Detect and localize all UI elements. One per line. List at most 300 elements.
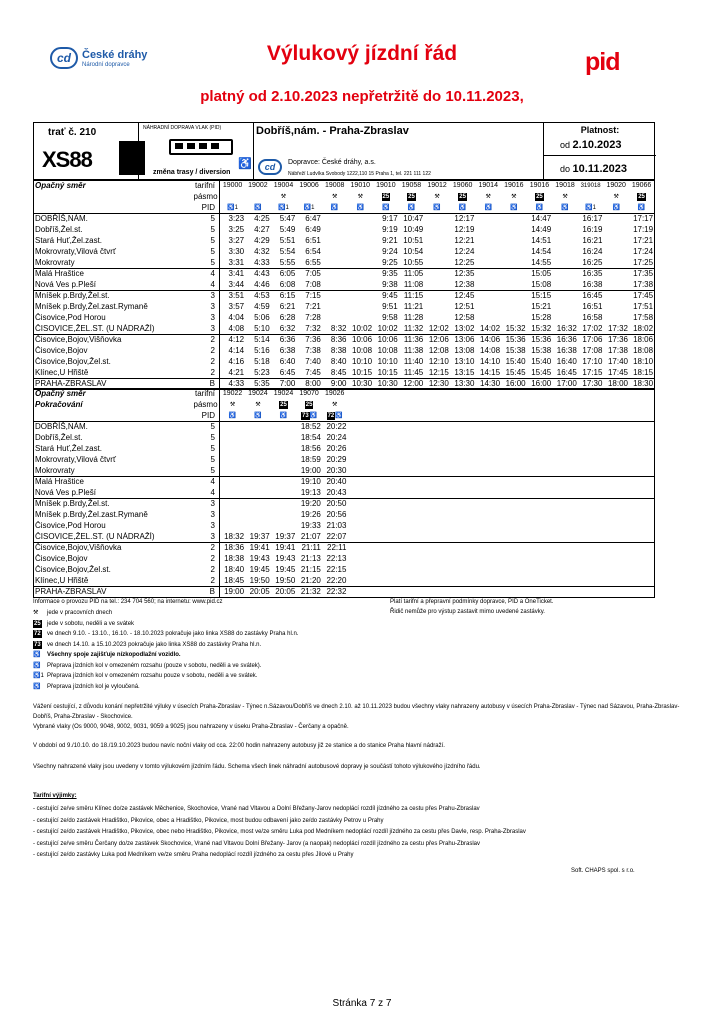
schema-paragraph: Všechny nahrazené vlaky jsou uvedeny v tomto výlukovém jízdním řádu. Schema všech linek náhradní autobusové dopravy je součástí tohoto výlukového jízdního řádu. [33,764,481,770]
legend-text: ve dnech 14.10. a 15.10.2023 pokračuje jako linka XS88 do zastávky Praha hl.n. [47,641,262,648]
departure-time: 3:57 [228,302,245,311]
departure-time [245,521,271,532]
stop-zone: 3 [194,521,220,532]
departure-time: 5:16 [254,346,270,355]
night-trains-paragraph: V období od 9./10.10. do 18./19.10.2023 budou navíc noční vlaky od cca. 22:00 hodin nahrazeny autobusy již ze stanice a do stanice Praha hlavní nádraží. [33,743,445,749]
departure-time: 12:15 [428,367,449,377]
stop-name: Čisovice,Bojov,Žel.st. [35,565,111,574]
departure-time: 12:25 [454,257,475,267]
departure-time: 17:24 [633,247,654,256]
legend-item [33,620,134,628]
departure-time [552,313,578,324]
departure-time [475,258,501,269]
departure-time: 11:36 [399,335,425,346]
departure-time [552,269,578,280]
departure-time: 12:24 [454,247,475,256]
stop-name: DOBŘÍŠ,NÁM. [35,214,88,224]
departure-time: 16:21 [582,236,603,245]
departure-time [347,280,373,291]
stop-zone: 4 [194,488,220,499]
departure-time: 17:00 [552,379,578,390]
departure-time: 4:16 [228,357,245,366]
header-zone-label: PID [194,411,220,422]
departure-time: 18:10 [633,357,654,366]
bike-icon: ♿ [475,203,501,214]
validity-label: Platnost: [580,125,620,135]
day-symbol: ⚒ [511,194,517,200]
departure-time: 16:32 [556,323,577,333]
day-symbol: 25 [459,194,466,200]
table-row [34,368,655,379]
departure-time: 17:06 [578,335,604,346]
table-row [34,587,655,598]
table-row [34,236,655,247]
departure-time: 19:37 [275,531,296,541]
departure-time: 20:05 [245,587,271,598]
timetable-main [33,180,655,390]
departure-time: 22:32 [322,587,348,598]
table-row [34,291,655,302]
day-symbol: 25 [280,402,287,408]
bike-icon: ♿ [245,411,271,422]
departure-time [475,236,501,247]
day-symbol: 25 [382,194,390,200]
departure-time [475,280,501,291]
legend-text: jede v sobotu, neděli a ve svátek [47,620,135,627]
departure-time: 7:32 [305,323,321,333]
departure-time [424,247,450,258]
stop-zone: 5 [194,444,220,455]
departure-time: 15:32 [505,323,526,333]
train-number: 19016 [504,182,524,190]
bike-icon: ♿ [629,203,655,214]
departure-time: 20:30 [326,465,347,475]
stop-name: Nová Ves p.Pleší [35,279,96,289]
departure-time: 10:02 [352,323,373,333]
departure-time [322,236,348,247]
departure-time: 11:08 [403,279,424,289]
header-label: Opačný směr [35,389,86,399]
departure-time: 4:27 [254,225,270,234]
table-row [34,543,655,554]
departure-time [424,280,450,291]
legend-symbol-icon: ♿1 [33,673,44,679]
departure-time: 18:59 [300,455,321,464]
stop-name: Mníšek p.Brdy,Žel.zast.Rymaně [35,510,148,519]
departure-time: 20:05 [271,587,297,598]
day-symbol: 25 [305,402,313,408]
departure-time: 12:19 [454,225,475,234]
bike-icon: ♿ [322,203,348,214]
cd-badge-icon: cd [50,47,78,69]
timetable-header-box [33,122,655,180]
header-zone-label: pásmo [193,400,218,409]
departure-time: 10:06 [347,335,373,346]
bike-icon: ♿ [424,203,450,214]
departure-time [552,214,578,225]
departure-time: 22:20 [326,575,347,585]
departure-time: 12:10 [428,357,449,366]
departure-time: 18:30 [629,379,655,390]
departure-time: 8:45 [330,367,347,377]
departure-time: 20:22 [326,422,347,432]
departure-time: 13:15 [454,367,475,377]
departure-time: 5:06 [254,313,270,322]
departure-time: 17:38 [607,346,628,355]
stop-name: Dobříš,Žel.st. [35,433,83,442]
departure-time: 5:14 [245,335,271,346]
page-number: Stránka 7 z 7 [332,998,392,1009]
departure-time: 20:40 [322,477,348,488]
stop-zone: 5 [194,236,220,247]
departure-time: 6:51 [305,236,321,245]
stop-zone: 2 [194,357,220,368]
departure-time: 6:45 [279,367,296,377]
departure-time [501,258,527,269]
departure-time: 9:51 [382,302,398,311]
departure-time: 7:21 [305,302,321,311]
departure-time: 3:51 [220,291,246,302]
departure-time: 19:33 [300,521,321,530]
table-row [34,521,655,532]
departure-time: 18:54 [300,433,321,442]
departure-time: 10:06 [373,335,399,346]
departure-time [347,291,373,302]
departure-time: 12:00 [399,379,425,390]
departure-time: 4:33 [220,379,246,390]
departure-time: 17:58 [633,313,654,322]
departure-time [501,214,527,225]
train-number: 19024 [273,390,294,398]
bike-icon: ♿ [450,203,476,214]
departure-time [475,269,501,280]
departure-time: 16:24 [582,247,603,256]
departure-time: 14:55 [531,257,552,267]
departure-time [603,313,629,324]
header-label [34,192,194,203]
cd-subtitle: Národní dopravce [82,62,130,68]
departure-time: 10:02 [377,323,398,333]
departure-time: 16:17 [582,214,603,224]
departure-time [245,422,271,433]
departure-time [603,269,629,280]
departure-time: 18:00 [603,379,629,390]
departure-time: 6:28 [279,313,296,322]
departure-time: 19:26 [300,510,321,519]
legend-symbol-icon: 73 [34,641,41,648]
stop-name: Klínec,U Hřiště [35,575,89,585]
departure-time: 22:13 [326,554,347,563]
departure-time: 4:46 [254,279,270,289]
departure-time [475,313,501,324]
departure-time: 12:30 [424,379,450,390]
departure-time [271,433,297,444]
table-row [34,565,655,576]
legend-item [33,683,140,690]
replacement-cell [139,123,254,181]
tariff-exception-item: - cestující ze/ve směru Klínec do/ze zastávek Měchenice, Skochovice, Vrané nad Vltavou a Dolní Břežany-Jarov nedoplácí rozdíl jízdného za cestu přes Prahu-Zbraslav [33,806,480,812]
departure-time: 7:28 [305,313,321,322]
bus-icon [169,139,233,155]
departure-time: 14:08 [480,346,501,355]
legend-item [33,641,261,649]
legend-text: ve dnech 9.10. - 13.10., 16.10. - 18.10.2023 pokračuje jako linka XS88 do zastávky Praha hl.n. [47,631,299,637]
stop-zone: 4 [194,269,220,280]
departure-time [347,313,373,324]
legend-item [33,662,261,669]
departure-time: 12:38 [454,279,475,289]
stop-name: Mníšek p.Brdy,Žel.st. [34,291,194,302]
departure-time [603,214,629,225]
departure-time: 7:40 [305,357,321,366]
departure-time: 21:32 [296,587,322,598]
stop-zone: 5 [194,466,220,477]
departure-time [271,521,297,532]
bike-icon: 73♿ [296,411,322,422]
departure-time: 9:21 [382,236,398,245]
departure-time [603,302,629,313]
departure-time: 19:41 [245,543,271,554]
departure-time [475,291,501,302]
bike-icon: ♿1 [220,203,246,214]
departure-time: 16:58 [582,313,603,322]
departure-time: 10:54 [403,247,424,256]
departure-time: 12:06 [424,335,450,346]
departure-time [424,313,450,324]
departure-time [322,247,348,258]
departure-time [552,225,578,236]
departure-time: 9:00 [322,379,348,390]
day-symbol [578,192,604,203]
departure-time: 17:19 [633,225,654,234]
departure-time: 6:08 [279,279,296,289]
departure-time: 13:06 [450,335,476,346]
departure-time: 17:30 [578,379,604,390]
bike-icon: ♿ [220,411,246,422]
departure-time: 8:36 [322,335,348,346]
stop-name: DOBŘÍŠ,NÁM. [35,422,88,432]
departure-time: 16:36 [552,335,578,346]
departure-time: 14:47 [531,214,552,224]
departure-time: 14:10 [480,357,501,366]
departure-time: 5:35 [245,379,271,390]
departure-time [245,433,271,444]
departure-time: 5:54 [279,247,296,256]
table-row [34,357,655,368]
departure-time: 16:00 [527,379,553,390]
departure-time: 20:43 [326,487,347,497]
table-row [34,269,655,280]
stop-name: Dobříš,Žel.st. [35,225,83,234]
departure-time: 10:15 [377,367,398,377]
legend-symbol-icon: 72 [34,631,41,637]
departure-time: 20:50 [322,499,348,510]
stop-name: Čisovice,Bojov,Višňovka [34,543,194,554]
legend-symbol-icon: ⚒ [33,610,39,616]
departure-time [501,269,527,280]
table-row [34,455,655,466]
departure-time: 6:40 [279,357,296,366]
departure-time: 19:50 [249,575,270,585]
departure-time: 12:17 [454,214,475,224]
table-row [34,313,655,324]
departure-time: 18:38 [224,554,245,563]
train-number: 19024 [248,390,268,398]
departure-time: 19:00 [220,587,246,598]
departure-time: 20:24 [326,433,347,442]
departure-time: 11:28 [403,313,424,322]
departure-time: 5:10 [254,323,270,333]
departure-time: 17:08 [582,346,603,355]
departure-time: 14:49 [531,225,552,234]
software-credit: Soft. CHAPS spol. s r.o. [571,868,635,874]
departure-time: 21:20 [300,575,321,585]
departure-time: 4:43 [245,269,271,280]
stop-name: Čisovice,Bojov,Žel.st. [35,357,111,366]
bike-icon: ♿1 [578,203,604,214]
train-number: 19008 [324,182,345,190]
stop-name: Čisovice,Bojov [35,346,88,355]
day-symbol: ⚒ [331,402,338,408]
stop-zone: 4 [194,477,220,488]
table-row [34,488,655,499]
departure-time: 7:00 [271,379,297,390]
departure-time [322,280,348,291]
train-number: 19058 [401,182,422,190]
driver-note: Řidič nemůže pro výstup zastavit mimo uvedené zastávky. [390,609,545,615]
track-number: trať č. 210 [48,127,97,138]
departure-time: 16:51 [582,302,603,311]
departure-time [501,225,527,236]
departure-time: 10:51 [403,236,424,245]
train-number: 19004 [273,182,294,190]
departure-time: 12:45 [450,291,476,302]
departure-time: 19:50 [275,575,296,585]
departure-time: 12:58 [454,313,475,322]
stop-name: Malá Hraštice [34,269,194,280]
departure-time [220,499,246,510]
train-number: 19026 [324,390,345,398]
header-label [34,411,194,422]
departure-time [552,236,578,247]
departure-time: 17:45 [629,291,655,302]
bike-icon: 72♿ [322,411,348,422]
departure-time: 4:33 [254,257,270,267]
validity-cell [544,123,656,181]
departure-time [322,225,348,236]
departure-time: 4:32 [254,247,270,256]
train-number: 319018 [580,183,601,190]
departure-time: 10:30 [347,379,373,390]
header-row [34,400,655,411]
departure-time: 9:58 [382,313,398,322]
departure-time: 16:19 [582,225,603,234]
departure-time: 14:51 [531,236,552,245]
departure-time: 18:15 [633,367,654,377]
departure-time: 11:40 [403,357,424,366]
table-row [34,477,655,488]
departure-time [603,225,629,236]
train-number: 19010 [350,182,370,190]
legend-item [33,651,181,658]
departure-time: 15:28 [531,313,552,322]
departure-time: 11:32 [403,323,424,333]
stop-name: Stará Huť,Žel.zast. [35,444,103,453]
departure-time: 11:45 [403,367,424,377]
departure-time [347,269,373,280]
departure-time: 6:47 [305,214,321,224]
departure-time: 17:35 [629,269,655,280]
train-number: 19060 [452,182,473,190]
departure-time: 6:49 [305,225,321,234]
table-row [34,324,655,335]
bike-icon: ♿ [347,203,373,214]
validity-subtitle: platný od 2.10.2023 nepřetržitě do 10.11.2023, [200,88,524,105]
departure-time: 4:08 [228,323,245,333]
departure-time: 17:40 [607,357,628,366]
departure-time: 10:30 [373,379,399,390]
departure-time: 15:08 [531,279,552,289]
stop-name: Mokrovraty [35,465,75,475]
stop-zone: 3 [194,510,220,521]
wheelchair-icon: ♿ [238,158,252,170]
departure-time: 6:32 [279,323,296,333]
day-symbol: ⚒ [331,194,338,200]
departure-time: 10:55 [403,257,424,267]
train-number: 19002 [248,182,268,190]
departure-time [220,455,246,466]
day-symbol [220,192,246,203]
departure-time: 6:05 [271,269,297,280]
departure-time [271,499,297,510]
departure-time: 17:45 [607,367,628,377]
departure-time: 10:10 [352,357,373,366]
departure-time [501,302,527,313]
departure-time: 6:15 [271,291,297,302]
stop-name: PRAHA-ZBRASLAV [34,587,194,598]
departure-time: 18:56 [300,444,321,453]
stop-name: Klínec,U Hřiště [35,367,89,377]
departure-time [552,302,578,313]
bike-icon: ♿1 [296,203,322,214]
day-symbol: ⚒ [255,402,261,408]
departure-time: 5:49 [279,225,296,234]
departure-time: 9:25 [382,257,398,267]
train-number: 19000 [222,182,243,190]
departure-time: 15:45 [505,367,526,377]
departure-time [322,313,348,324]
stop-zone: 3 [194,313,220,324]
departure-time: 19:13 [300,487,321,497]
departure-time: 4:25 [254,214,270,224]
tariff-exception-item: - cestující ze/ve směru Čerčany do/ze zastávek Skochovice, Vrané nad Vltavou Dolní Břežany- Jarov (a naopak) nedoplácí rozdíl jízdného za cestu přes Prahu-Zbraslav [33,840,480,847]
table-row [34,444,655,455]
stop-name: Mníšek p.Brdy,Žel.st. [34,499,194,510]
table-row [34,433,655,444]
departure-time [271,466,297,477]
route-cell [254,123,544,181]
departure-time: 16:45 [556,367,577,377]
departure-time: 19:45 [249,565,270,574]
table-row [34,510,655,521]
train-number: 19070 [299,390,319,398]
legend-item [33,630,299,638]
departure-time: 3:23 [228,214,245,224]
departure-time: 7:45 [305,367,321,377]
train-number: 19014 [478,182,498,190]
departure-time: 9:45 [373,291,399,302]
departure-time: 10:08 [352,346,373,355]
